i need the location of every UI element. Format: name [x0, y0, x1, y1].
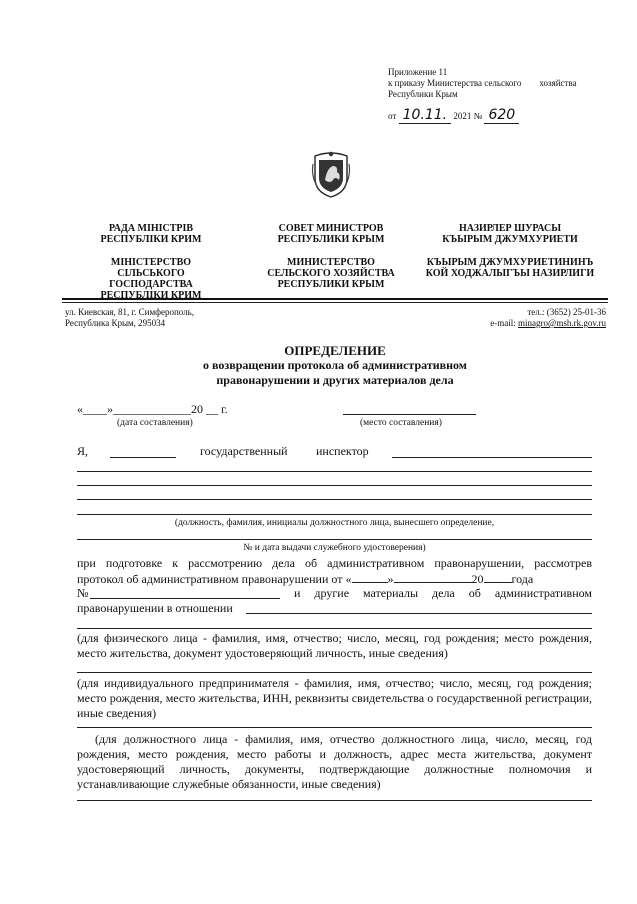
place-caption: (место составления)	[360, 418, 442, 428]
email-line: e-mail: minagro@msh.rk.gov.ru	[490, 318, 606, 328]
i-blank[interactable]	[110, 457, 176, 458]
appendix-line1: Приложение 11	[388, 67, 448, 77]
official-line-5[interactable]	[77, 539, 592, 540]
inspector-blank[interactable]	[392, 457, 592, 458]
header-ua: РАДА МІНІСТРІВ РЕСПУБЛІКИ КРИМ МІНІСТЕРСТВО СІЛЬСЬКОГО ГОСПОДАРСТВА РЕСПУБЛІКИ КРИМ	[100, 223, 202, 301]
appendix-date: от 10.11. 2021 № 620	[388, 110, 618, 122]
i-word: Я,	[77, 444, 89, 458]
phone: тел.: (3652) 25-01-36	[527, 307, 606, 317]
entrepreneur-caption: (для индивидуального предпринимателя - фамилия, имя, отчество; число, месяц, год рождения; место рождения, место жительства, ИНН, реквизиты свидетельства о государственной регистрации, иные сведения)	[77, 676, 592, 720]
official-line-1[interactable]	[77, 471, 592, 472]
date-caption: (дата составления)	[117, 418, 193, 428]
subject-field[interactable]	[246, 613, 592, 614]
inspector-word: инспектор	[316, 444, 369, 458]
address-right	[400, 307, 606, 329]
official-caption: (должность, фамилия, инициалы должностного лица, вынесшего определение,	[174, 518, 495, 528]
place-field[interactable]	[343, 414, 476, 415]
email-link[interactable]: minagro@msh.rk.gov.ru	[518, 318, 606, 328]
final-line[interactable]	[77, 800, 592, 801]
para1-line1: при подготовке к рассмотрению дела об административном правонарушении, рассмотрев	[77, 556, 592, 570]
para1-line2: протокол об административном правонарушении от « » 20 года	[77, 572, 534, 586]
para1-line4: правонарушении в отношении	[77, 601, 233, 615]
header-divider-thin	[62, 302, 608, 303]
appendix-block	[388, 67, 608, 100]
appendix-line3: Республики Крым	[388, 89, 458, 99]
para1-no: №	[77, 586, 89, 600]
cert-caption: № и дата выдачи служебного удостоверения)	[243, 543, 426, 553]
state-word: государственный	[200, 444, 288, 458]
appendix-line2: к приказу Министерства сельского хозяйства	[388, 78, 577, 88]
para1-line3: и другие материалы дела об административном	[294, 586, 592, 600]
title-sub1: о возвращении протокола об административном	[203, 358, 467, 372]
date-line: «____»_____________20 __ г.	[77, 402, 228, 416]
subject-line-2[interactable]	[77, 628, 592, 629]
entrepreneur-line[interactable]	[77, 672, 592, 673]
address-left: ул. Киевская, 81, г. Симферополь, Республика Крым, 295034	[65, 307, 195, 328]
official-person-line[interactable]	[77, 727, 592, 728]
appendix-date-value: 10.11.	[399, 107, 452, 124]
appendix-number: 620	[484, 107, 519, 124]
official-person-caption: (для должностного лица - фамилия, имя, отчество должностного лица, число, месяц, год рождения, место рождения, место работы и должность, адрес места жительства, документ удостоверяющий личность, документы, подтверждающие должностные полномочия и устанавливающие служебные обязанности, иные сведения)	[77, 732, 592, 791]
header-divider-thick	[62, 298, 608, 300]
protocol-month-field[interactable]	[394, 571, 472, 583]
document-title	[62, 343, 608, 388]
title-main: ОПРЕДЕЛЕНИЕ	[284, 343, 386, 358]
protocol-year-field[interactable]	[484, 571, 512, 583]
official-line-3[interactable]	[77, 499, 592, 500]
protocol-number-field[interactable]	[90, 598, 280, 599]
person-caption: (для физического лица - фамилия, имя, отчество; число, месяц, год рождения; место рождения, место жительства, документ удостоверяющий личность, иные сведения)	[77, 631, 592, 660]
official-line-4[interactable]	[77, 514, 592, 515]
protocol-day-field[interactable]	[352, 571, 388, 583]
header-ct: НАЗИРЛЕР ШУРАСЫ КЪЫРЫМ ДЖУМХУРИЕТИ КЪЫРЫМ ДЖУМХУРИЕТИНИНЪ КОЙ ХОДЖАЛЫГЪЫ НАЗИРЛИГИ	[425, 223, 595, 279]
crimea-coat-of-arms-icon	[311, 150, 351, 198]
header-ru: СОВЕТ МИНИСТРОВ РЕСПУБЛИКИ КРЫМ МИНИСТЕРСТВО СЕЛЬСКОГО ХОЗЯЙСТВА РЕСПУБЛИКИ КРЫМ	[267, 223, 395, 290]
official-line-2[interactable]	[77, 485, 592, 486]
title-sub2: правонарушении и других материалов дела	[216, 373, 454, 387]
